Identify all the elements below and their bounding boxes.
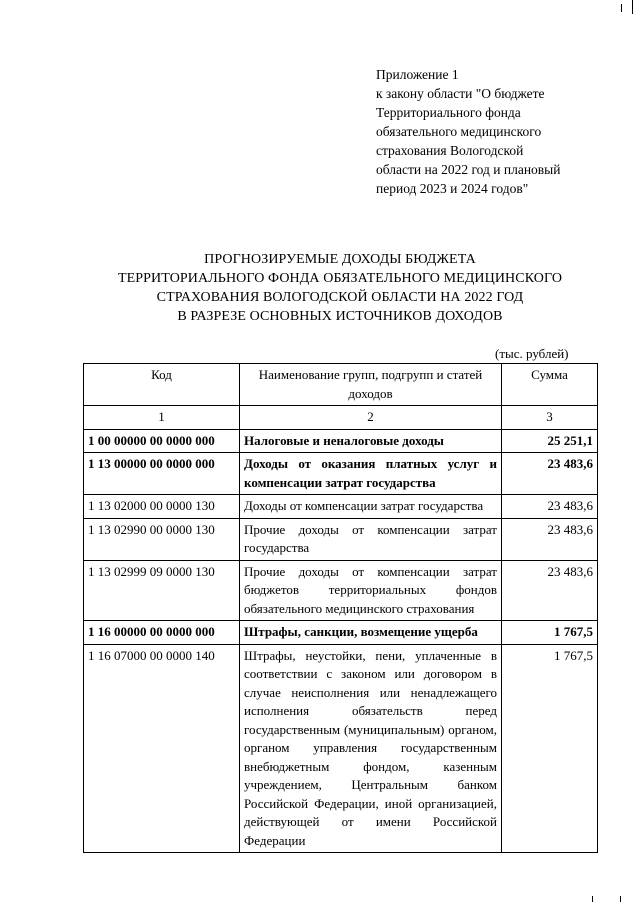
appendix-line: Территориального фонда [376,105,521,120]
row-code: 1 13 02999 09 0000 130 [84,560,240,621]
table-column-numbers-row [84,406,598,430]
units-label: (тыс. рублей) [495,346,569,361]
scan-mark-top-right-small [621,4,622,12]
row-code: 1 00 00000 00 0000 000 [84,429,240,453]
row-name: Налоговые и неналоговые доходы [240,429,502,453]
row-code: 1 16 00000 00 0000 000 [84,621,240,645]
appendix-line: области на 2022 год и плановый [376,162,561,177]
table-row [84,560,598,621]
table-row [84,453,598,495]
table-header-row [84,364,598,406]
table-row [84,429,598,453]
row-sum: 23 483,6 [502,518,598,560]
row-code: 1 13 02990 00 0000 130 [84,518,240,560]
table-row [84,518,598,560]
row-sum: 1 767,5 [502,644,598,853]
row-name: Штрафы, санкции, возмещение ущерба [240,621,502,645]
header-code: Код [84,364,240,406]
title-line: В РАЗРЕЗЕ ОСНОВНЫХ ИСТОЧНИКОВ ДОХОДОВ [177,309,503,324]
column-number: 2 [240,406,502,430]
row-code: 1 16 07000 00 0000 140 [84,644,240,853]
scan-mark-bottom-right [620,896,621,902]
row-name: Прочие доходы от компенсации затрат бюджетов территориальных фондов обязательного медицинского страхования [240,560,502,621]
title-line: ТЕРРИТОРИАЛЬНОГО ФОНДА ОБЯЗАТЕЛЬНОГО МЕДИЦИНСКОГО [117,271,563,286]
row-name: Прочие доходы от компенсации затрат государства [240,518,502,560]
row-sum: 1 767,5 [502,621,598,645]
document-title [60,250,620,326]
row-sum: 23 483,6 [502,453,598,495]
title-line: ПРОГНОЗИРУЕМЫЕ ДОХОДЫ БЮДЖЕТА [204,252,476,267]
appendix-note [376,65,616,198]
row-name: Доходы от оказания платных услуг и компенсации затрат государства [240,453,502,495]
row-sum: 23 483,6 [502,560,598,621]
appendix-line: страхования Вологодской [376,143,524,158]
table-row [84,495,598,519]
column-number: 1 [84,406,240,430]
row-name: Штрафы, неустойки, пени, уплаченные в соответствии с законом или договором в случае неисполнения или ненадлежащего исполнения обязательств перед государственным (муниципальным) органом, органом управления государственным внебюджетным фондом, казенным учреждением, Центральным банком Российской Федерации, иной организацией, действующей от имени Российской Федерации [240,644,502,853]
appendix-line: к закону области "О бюджете [376,86,545,101]
table-row [84,621,598,645]
table-row [84,644,598,853]
header-name: Наименование групп, подгрупп и статей доходов [240,364,502,406]
row-sum: 23 483,6 [502,495,598,519]
revenue-table [83,363,598,853]
appendix-line: Приложение 1 [376,67,459,82]
scan-mark-top-right [632,0,633,14]
scan-mark-bottom-left [592,896,593,902]
column-number: 3 [502,406,598,430]
row-sum: 25 251,1 [502,429,598,453]
appendix-line: период 2023 и 2024 годов" [376,181,529,196]
appendix-line: обязательного медицинского [376,124,542,139]
title-line: СТРАХОВАНИЯ ВОЛОГОДСКОЙ ОБЛАСТИ НА 2022 ГОД [156,290,524,305]
row-name: Доходы от компенсации затрат государства [240,495,502,519]
header-sum: Сумма [502,364,598,406]
row-code: 1 13 02000 00 0000 130 [84,495,240,519]
row-code: 1 13 00000 00 0000 000 [84,453,240,495]
